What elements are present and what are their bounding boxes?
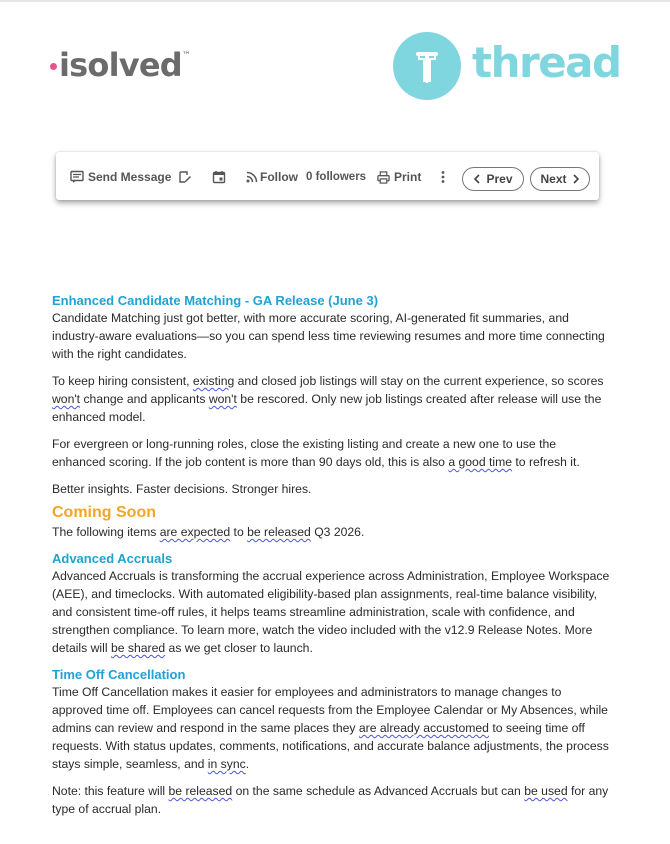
send-message-label: Send Message [88, 170, 172, 184]
calendar-icon [212, 170, 226, 184]
more-icon [440, 170, 446, 184]
print-icon [377, 171, 390, 184]
message-icon [70, 170, 84, 184]
edit-button[interactable] [178, 166, 192, 188]
follow-button[interactable] [246, 166, 298, 188]
next-label: Next [540, 172, 567, 186]
thread-logo-text: thread [472, 38, 621, 87]
chevron-left-icon [473, 174, 481, 184]
thread-logo-mark [393, 32, 461, 100]
rss-icon [246, 171, 258, 183]
paragraph: For evergreen or long-running roles, close the existing listing and create a new one to use the enhanced scoring. If the job content is more than 90 days old, this is also a good time to refresh it. [52, 437, 580, 469]
isolved-logo: isolved™ [50, 38, 191, 83]
followers-count[interactable]: 0 followers [306, 171, 367, 183]
article-body [52, 292, 612, 818]
isolved-dot-icon [50, 63, 57, 70]
section-heading-candidate-matching: Enhanced Candidate Matching - GA Release (June 3) [52, 293, 379, 308]
chevron-right-icon [572, 174, 580, 184]
paragraph: Advanced Accruals is transforming the accrual experience across Administration, Employee Workspace (AEE), and timeclocks. With automated eligibility-based plan assignments, real-time balance visibility, and consistent time-off rules, it helps teams streamline administration, scale with confidence, and strengthen compliance. To learn more, watch the video included with the v12.9 Release Notes. More details will be shared as we get closer to launch. [52, 569, 610, 655]
prev-label: Prev [486, 172, 513, 186]
action-toolbar [56, 152, 599, 200]
print-button[interactable] [377, 166, 421, 188]
paragraph: Candidate Matching just got better, with more accurate scoring, AI-generated fit summaries, and industry-aware evaluations—so you can spend less time reviewing resumes and more time connecting with the right candidates. [52, 311, 605, 361]
calendar-button[interactable] [212, 166, 226, 188]
more-options-button[interactable] [440, 166, 446, 188]
section-heading-advanced-accruals: Advanced Accruals [52, 551, 173, 566]
send-message-button[interactable] [70, 166, 171, 188]
edit-icon [178, 170, 192, 184]
prev-button[interactable] [462, 167, 524, 191]
paragraph: To keep hiring consistent, existing and closed job listings will stay on the current experience, so scores won't change and applicants won't be rescored. Only new job listings created after release will use the enhanced model. [52, 374, 604, 424]
coming-soon-heading: Coming Soon [52, 504, 156, 521]
thread-t-icon [393, 32, 461, 100]
top-border [0, 0, 670, 2]
follow-label: Follow [260, 170, 298, 184]
print-label: Print [394, 170, 422, 184]
paragraph: Note: this feature will be released on the same schedule as Advanced Accruals but can be used for any type of accrual plan. [52, 784, 609, 816]
section-heading-time-off-cancellation: Time Off Cancellation [52, 667, 186, 682]
next-button[interactable] [530, 167, 590, 191]
paragraph: The following items are expected to be released Q3 2026. [52, 525, 365, 539]
paragraph: Better insights. Faster decisions. Stronger hires. [52, 482, 312, 496]
paragraph: Time Off Cancellation makes it easier for employees and administrators to manage changes to approved time off. Employees can cancel requests from the Employee Calendar or My Absences, while admins can review and respond in the same places they are already accustomed to seeing time off requests. With status updates, comments, notifications, and accurate balance adjustments, the process stays simple, seamless, and in sync. [52, 685, 609, 771]
